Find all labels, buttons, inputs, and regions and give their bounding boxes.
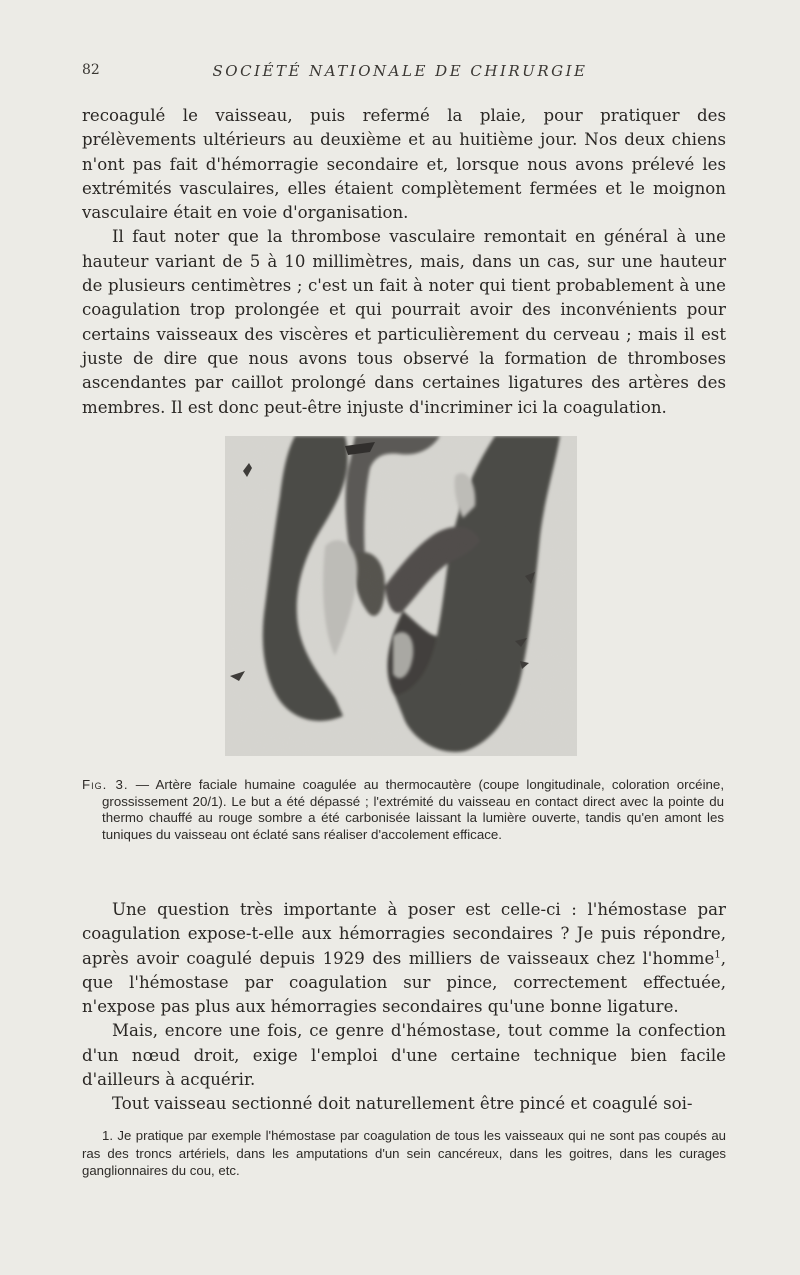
- figure-micrograph: [225, 436, 577, 756]
- figure-caption: [82, 777, 724, 843]
- artery-section-image: [225, 436, 577, 756]
- caption-text: — Artère faciale humaine coagulée au thermocautère (coupe longitudinale, coloration orcéine, grossissement 20/1). Le but a été dépassé ; l'extrémité du vaisseau en contact direct avec la pointe du thermo chauffé au rouge sombre a été carbonisée laissant la lumière ouverte, tandis qu'en amont les tuniques du vaisseau ont éclaté sans réaliser d'accolement efficace.: [102, 777, 725, 842]
- paragraph: [82, 898, 726, 1019]
- paragraph: Il faut noter que la thrombose vasculaire remontait en général à une hauteur variant de 5 à 10 millimètres, mais, dans un cas, sur une hauteur de plusieurs centimètres ; c'est un fait à noter qui tient probablement à une coagulation trop prolongée et qui pourrait avoir des inconvénients pour certains vaisseaux des viscères et particulièrement du cerveau ; mais il est juste de dire que nous avons tous observé la formation de thromboses ascendantes par caillot prolongé dans certaines ligatures des artères des membres. Il est donc peut-être injuste d'incriminer ici la coagulation.: [82, 227, 726, 417]
- footnote-text: 1. Je pratique par exemple l'hémostase par coagulation de tous les vaisseaux qui ne sont pas coupés au ras des troncs artériels, dans les amputations d'un sein cancéreux, dans les goitres, dans les curages ganglionnaires du cou, etc.: [82, 1128, 726, 1178]
- paragraph-text: Une question très importante à poser est celle-ci : l'hémostase par coagulation expose-t-elle aux hémorragies secondaires ? Je puis répondre, après avoir coagulé depuis 1929 des milliers de vaisseaux chez l'homme: [82, 900, 726, 968]
- footnote-reference[interactable]: 1: [714, 949, 721, 961]
- body-text-top: [82, 104, 726, 420]
- body-text-bottom: [82, 898, 726, 1117]
- page-header: [80, 62, 720, 84]
- paragraph-text: , que l'hémostase par coagulation sur pince, correctement effectuée, n'expose pas plus aux hémorragies secondaires qu'une bonne ligature.: [82, 948, 726, 1017]
- paragraph: Tout vaisseau sectionné doit naturellement être pincé et coagulé soi-: [112, 1094, 693, 1114]
- figure-label: Fig. 3.: [82, 777, 129, 792]
- footnote: [82, 1127, 726, 1180]
- running-title: SOCIÉTÉ NATIONALE DE CHIRURGIE: [212, 62, 588, 80]
- page-number: 82: [82, 62, 100, 78]
- paragraph: Mais, encore une fois, ce genre d'hémostase, tout comme la confection d'un nœud droit, exige l'emploi d'une certaine technique bien facile d'ailleurs à acquérir.: [82, 1021, 726, 1090]
- paragraph: recoagulé le vaisseau, puis refermé la plaie, pour pratiquer des prélèvements ultérieurs au deuxième et au huitième jour. Nos deux chiens n'ont pas fait d'hémorragie secondaire et, lorsque nous avons prélevé les extrémités vasculaires, elles étaient complètement fermées et le moignon vasculaire était en voie d'organisation.: [82, 106, 726, 223]
